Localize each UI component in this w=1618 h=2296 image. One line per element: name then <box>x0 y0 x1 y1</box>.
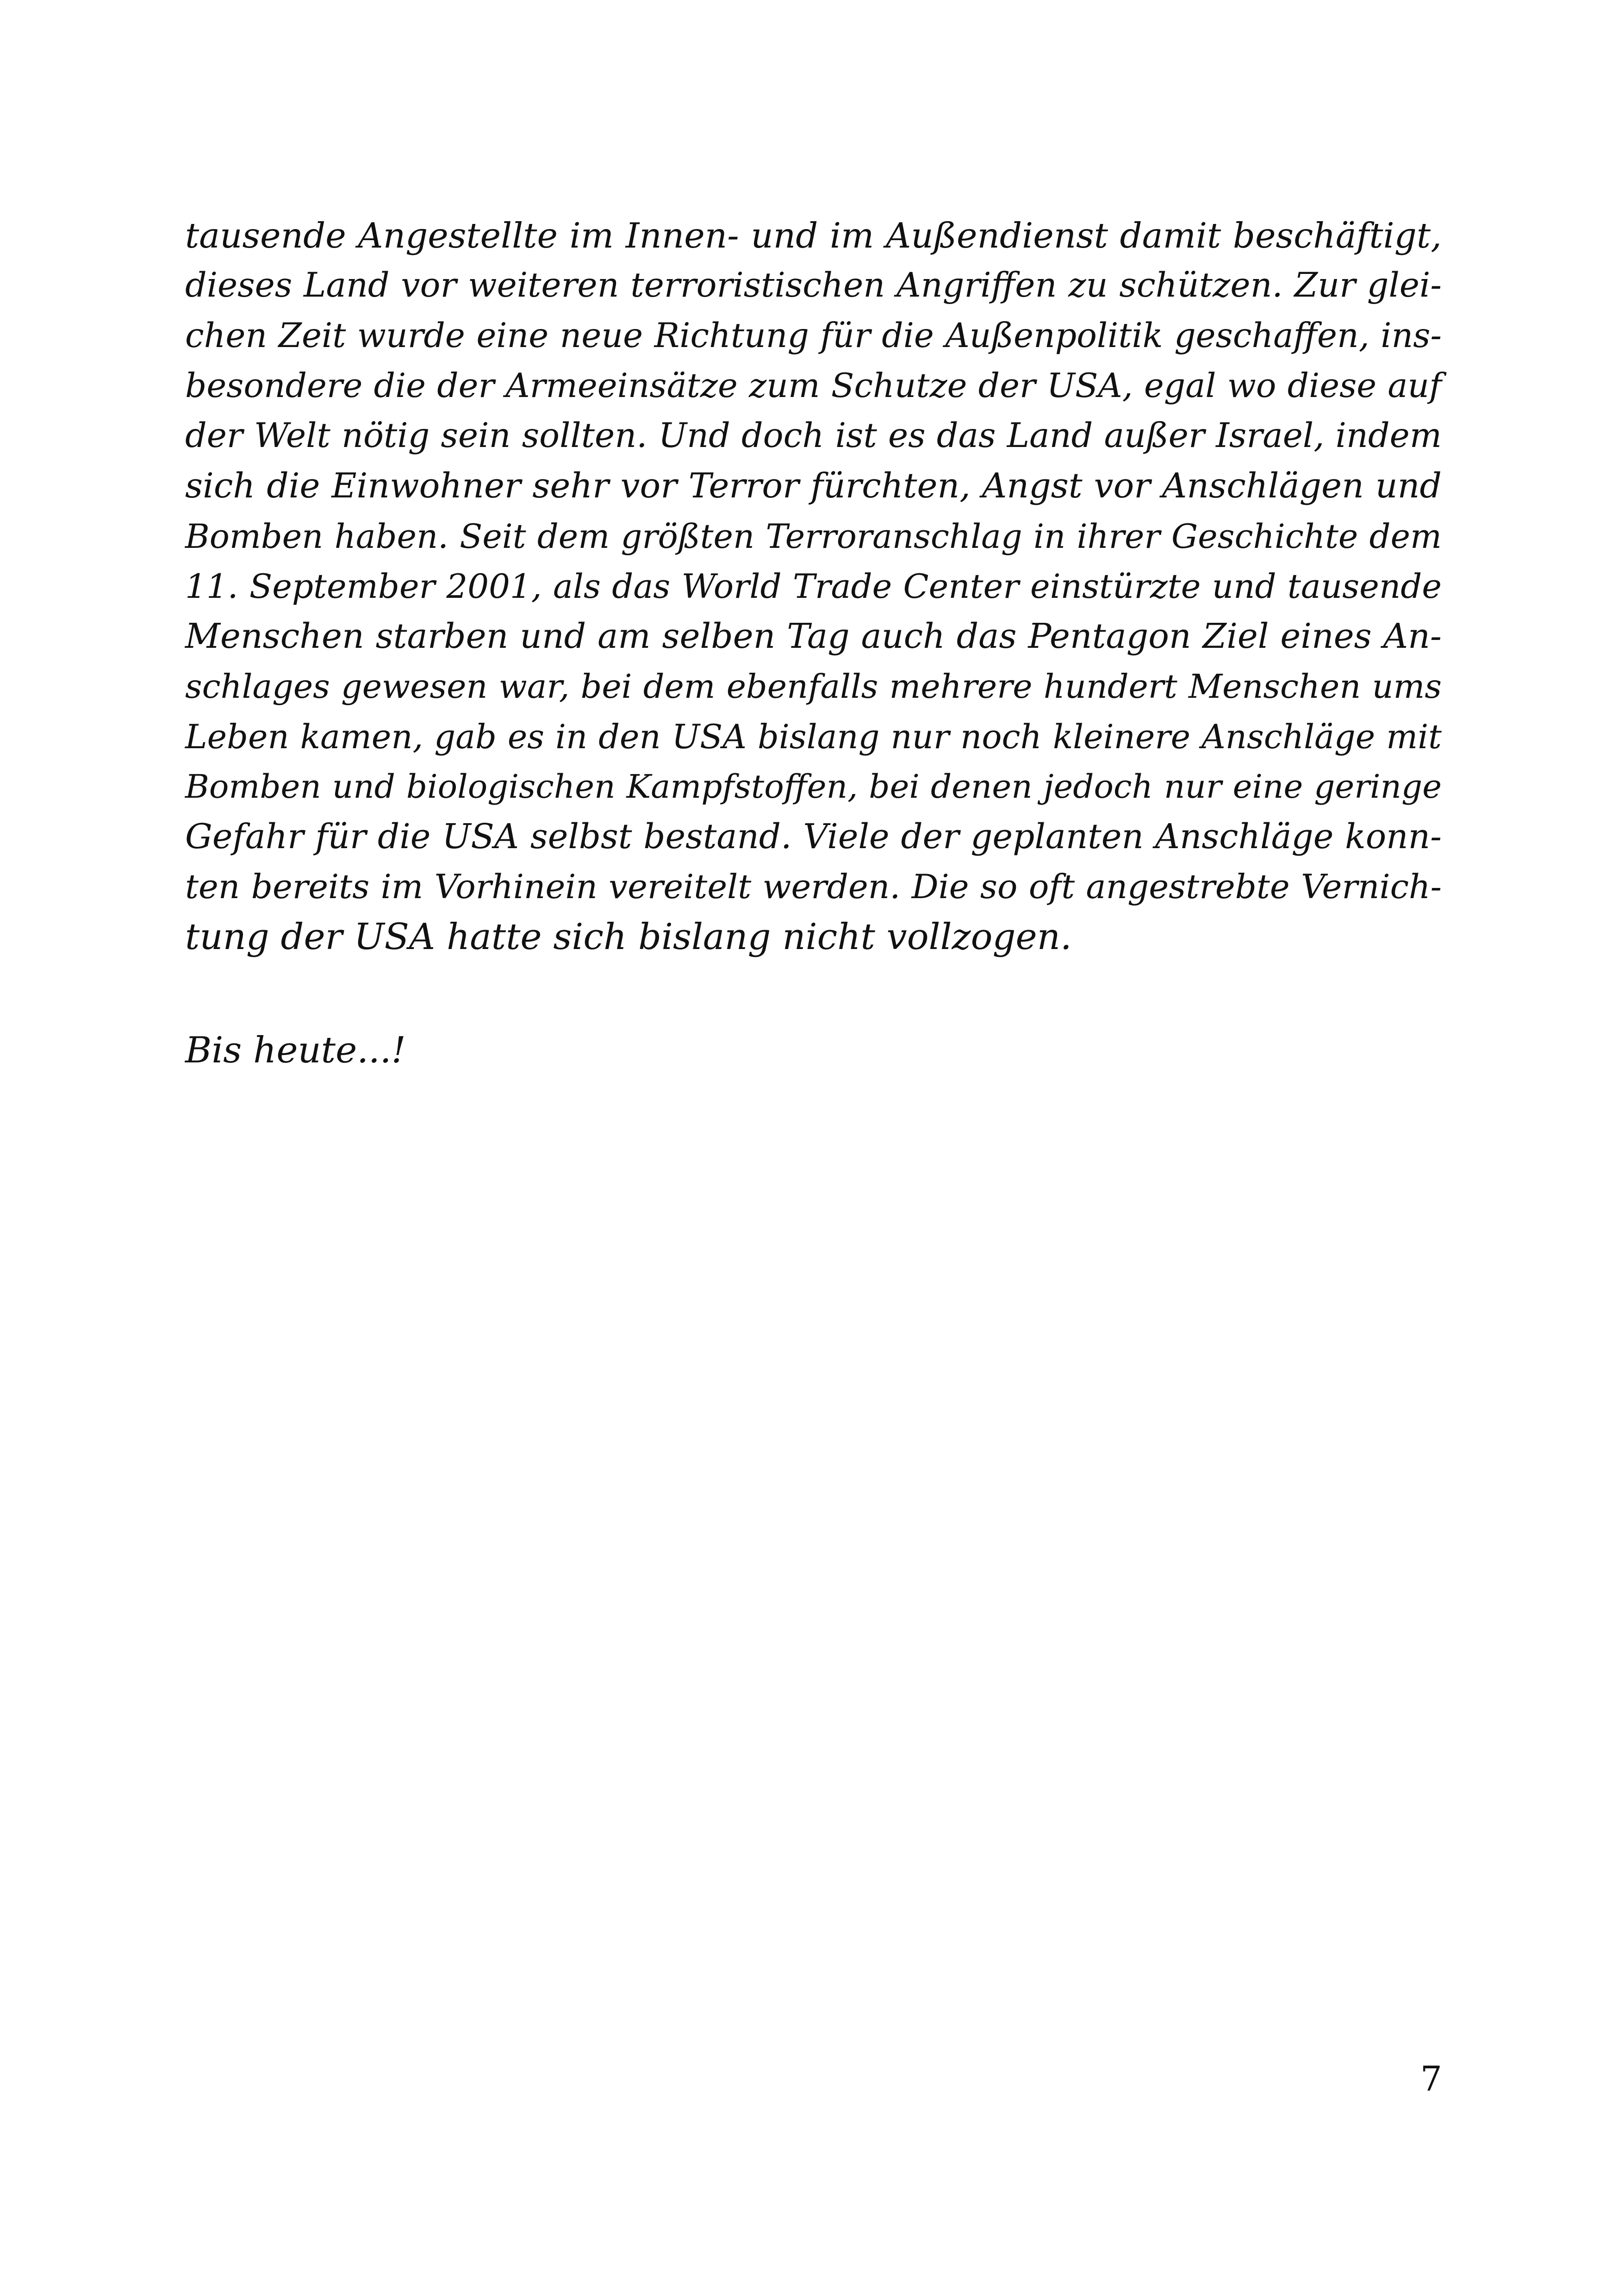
page-number: 7 <box>1420 2059 1442 2099</box>
paragraph-line: tausende Angestellte im Innen- und im Außendienst damit beschäftigt, <box>185 215 1442 256</box>
paragraph-line: besondere die der Armeeinsätze zum Schutze der USA, egal wo diese auf <box>185 366 1442 405</box>
paragraph-line: Bomben und biologischen Kampfstoffen, bei denen jedoch nur eine geringe <box>185 767 1442 806</box>
paragraph-line: Leben kamen, gab es in den USA bislang nur noch kleinere Anschläge mit <box>185 717 1442 756</box>
paragraph-line-last: tung der USA hatte sich bislang nicht vollzogen. <box>185 916 1072 958</box>
paragraph-line: der Welt nötig sein sollten. Und doch ist es das Land außer Israel, indem <box>185 416 1442 456</box>
paragraph-line: 11. September 2001, als das World Trade Center einstürzte und tausende <box>185 567 1442 606</box>
paragraph-line: Bomben haben. Seit dem größten Terroranschlag in ihrer Geschichte dem <box>185 516 1442 556</box>
paragraph-line: ten bereits im Vorhinein vereitelt werden. Die so oft angestrebte Vernich- <box>185 867 1442 906</box>
paragraph-line: chen Zeit wurde eine neue Richtung für die Außenpolitik geschaffen, ins- <box>185 316 1442 355</box>
paragraph-line: dieses Land vor weiteren terroristischen Angriffen zu schützen. Zur glei- <box>185 266 1442 305</box>
paragraph-line: Menschen starben und am selben Tag auch das Pentagon Ziel eines An- <box>185 616 1442 657</box>
closing-line: Bis heute...! <box>185 1030 406 1071</box>
paragraph-line: sich die Einwohner sehr vor Terror fürchten, Angst vor Anschlägen und <box>185 465 1442 506</box>
paragraph-line: schlages gewesen war, bei dem ebenfalls mehrere hundert Menschen ums <box>185 667 1442 706</box>
paragraph-line: Gefahr für die USA selbst bestand. Viele der geplanten Anschläge konn- <box>185 817 1442 856</box>
body-paragraph <box>185 211 1442 962</box>
